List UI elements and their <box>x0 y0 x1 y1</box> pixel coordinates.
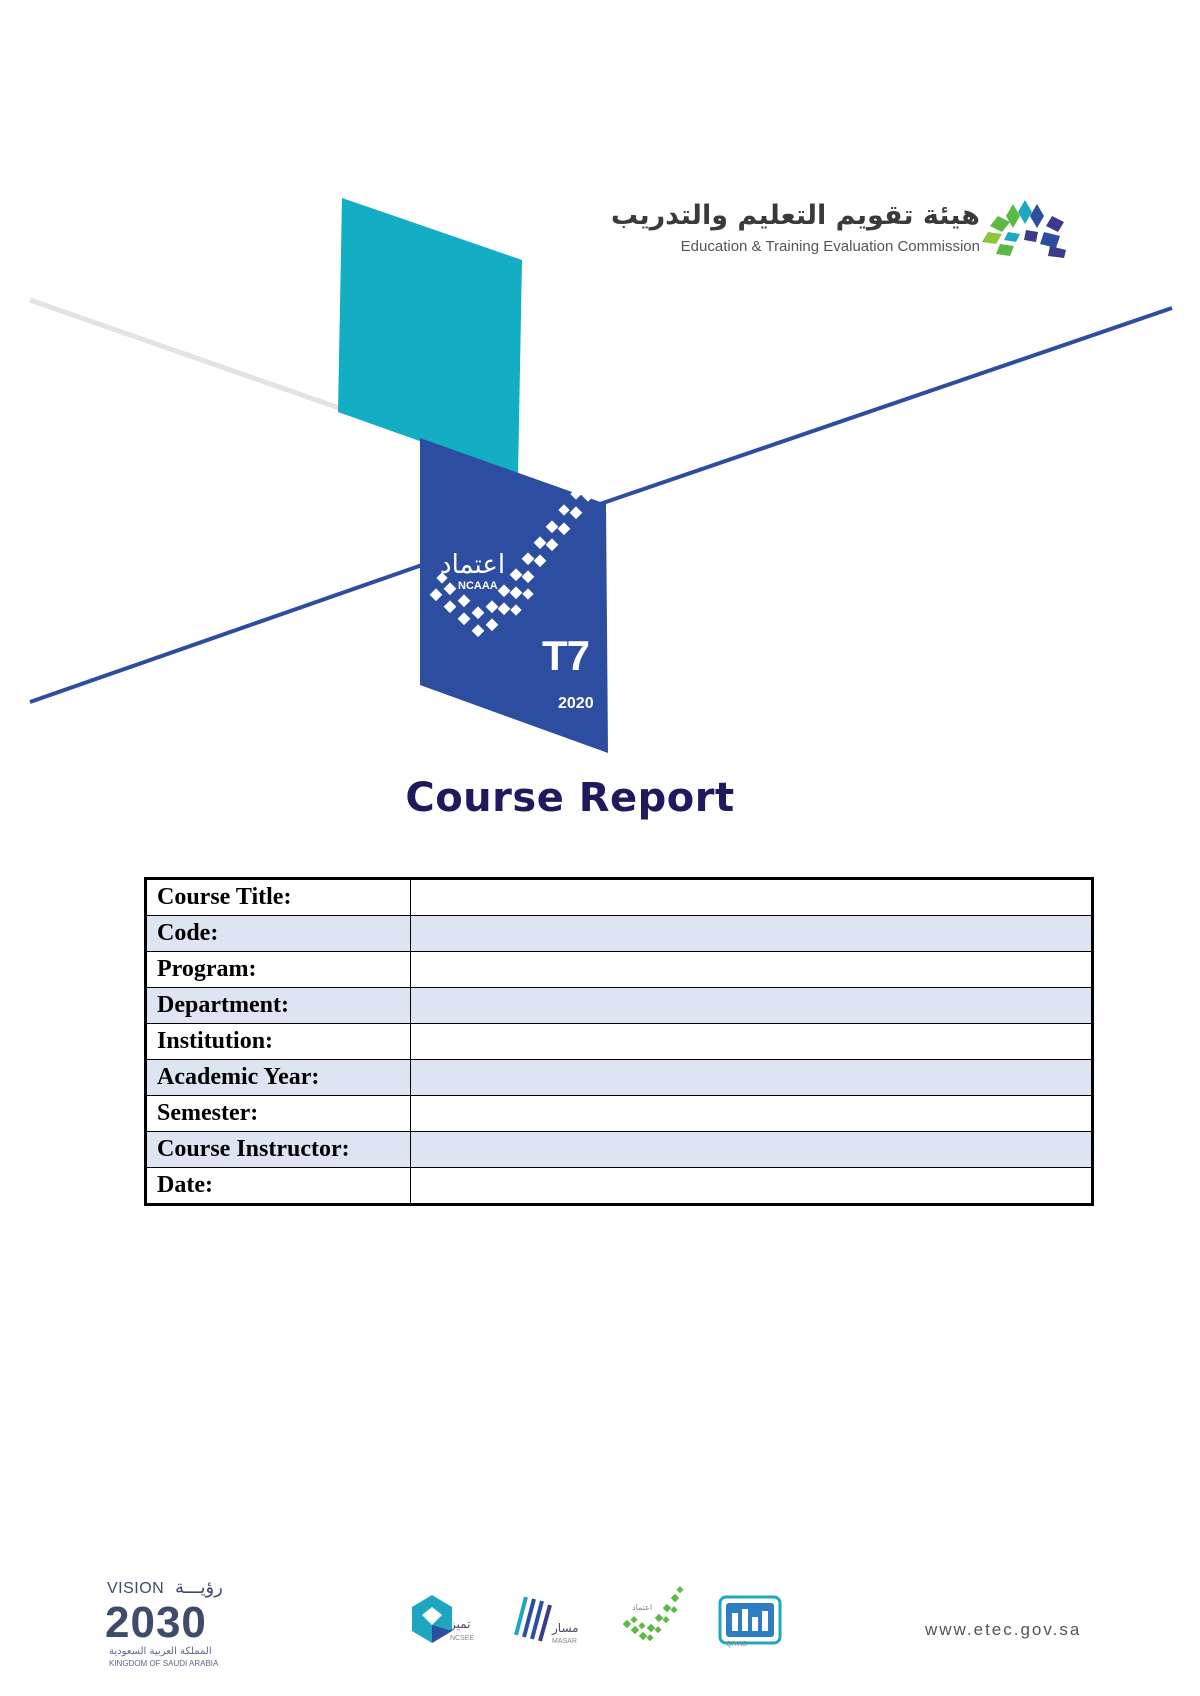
table-row <box>146 1024 1093 1060</box>
org-name-arabic: هيئة تقويم التعليم والتدريب <box>610 200 980 231</box>
vision-country-english: KINGDOM OF SAUDI ARABIA <box>109 1659 219 1668</box>
field-value[interactable] <box>411 988 1093 1024</box>
vision-word-arabic: رؤيـــة <box>175 1577 223 1598</box>
table-row <box>146 1060 1093 1096</box>
website-link[interactable]: www.etec.gov.sa <box>925 1620 1082 1639</box>
field-label: Course Instructor: <box>146 1132 411 1168</box>
badge-year: 2020 <box>558 695 594 712</box>
field-value[interactable] <box>411 1096 1093 1132</box>
badge-name-arabic: اعتماد <box>440 550 506 580</box>
org-name-english: Education & Training Evaluation Commission <box>680 238 980 255</box>
field-label: Code: <box>146 916 411 952</box>
cover-graphic <box>0 180 1200 760</box>
field-value[interactable] <box>411 879 1093 916</box>
course-info-table <box>144 877 1094 1206</box>
field-value[interactable] <box>411 1024 1093 1060</box>
vision-2030-logo <box>105 1577 245 1670</box>
gray-diagonal-line <box>30 300 345 410</box>
tamayuz-logo-icon <box>410 1593 454 1645</box>
field-label: Semester: <box>146 1096 411 1132</box>
tamayuz-sublabel: NCSEE <box>450 1635 475 1642</box>
vision-year: 2030 <box>105 1598 207 1647</box>
teal-parallelogram <box>338 198 522 476</box>
qiyas-sublabel: QIYAS <box>726 1641 747 1648</box>
qiyas-logo-icon <box>718 1595 782 1645</box>
vision-country-arabic: المملكة العربية السعودية <box>109 1646 212 1657</box>
table-row <box>146 1132 1093 1168</box>
table-row <box>146 952 1093 988</box>
badge-name-english: NCAAA <box>458 580 498 592</box>
blue-diagonal-line-right <box>600 308 1172 504</box>
table-row <box>146 988 1093 1024</box>
field-value[interactable] <box>411 916 1093 952</box>
etimad-logo-icon <box>618 1585 688 1651</box>
blue-diagonal-line-left <box>30 564 425 702</box>
masar-label: مسار <box>552 1621 579 1635</box>
field-label: Department: <box>146 988 411 1024</box>
field-label: Date: <box>146 1168 411 1205</box>
field-label: Institution: <box>146 1024 411 1060</box>
table-row <box>146 1168 1093 1205</box>
document-title: Course Report <box>405 775 735 821</box>
etimad-label: اعتماد <box>632 1603 653 1612</box>
course-info-table-body <box>146 879 1093 1205</box>
table-row <box>146 879 1093 916</box>
badge-code: T7 <box>542 632 590 679</box>
tamayuz-label: تميز <box>450 1617 471 1631</box>
vision-word: VISION <box>107 1580 165 1597</box>
masar-sublabel: MASAR <box>552 1638 577 1645</box>
field-label: Course Title: <box>146 879 411 916</box>
field-value[interactable] <box>411 1168 1093 1205</box>
field-label: Program: <box>146 952 411 988</box>
footer-logos <box>400 1585 810 1665</box>
field-value[interactable] <box>411 1060 1093 1096</box>
table-row <box>146 916 1093 952</box>
table-row <box>146 1096 1093 1132</box>
field-value[interactable] <box>411 952 1093 988</box>
field-value[interactable] <box>411 1132 1093 1168</box>
field-label: Academic Year: <box>146 1060 411 1096</box>
masar-logo-icon <box>508 1591 558 1647</box>
